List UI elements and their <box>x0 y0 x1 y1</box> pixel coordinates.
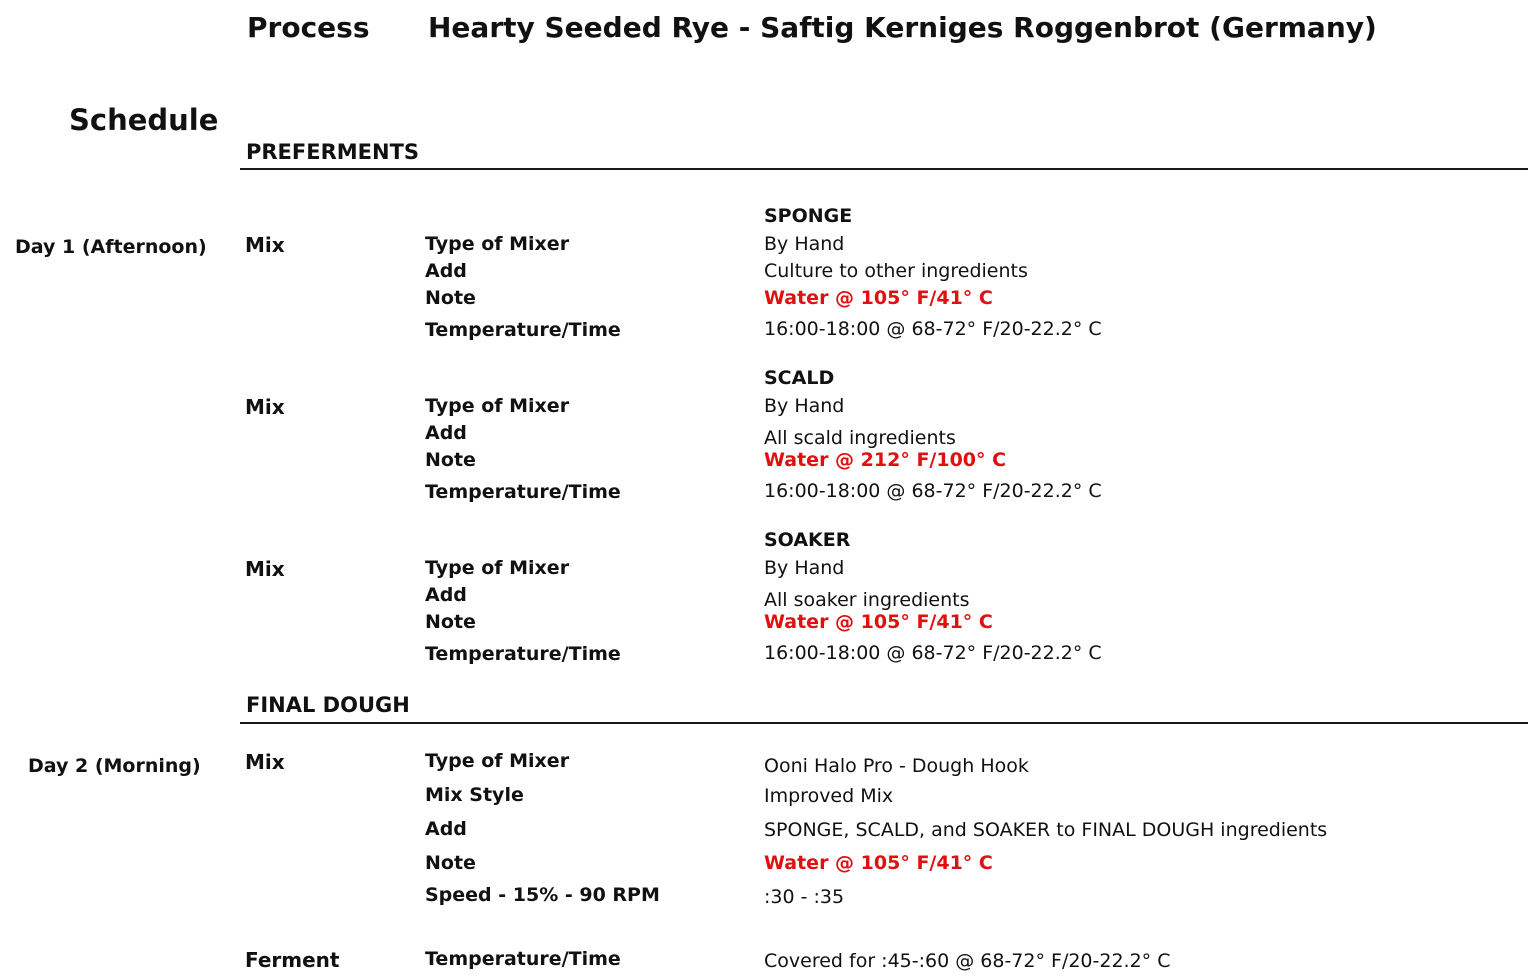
sponge-label-add: Add <box>425 260 467 282</box>
final-value-speed: :30 - :35 <box>764 886 845 908</box>
soaker-label-temp: Temperature/Time <box>425 643 621 665</box>
final-value-mixer: Ooni Halo Pro - Dough Hook <box>764 755 1029 777</box>
scald-heading: SCALD <box>764 367 835 389</box>
section-divider <box>240 722 1528 724</box>
page-title: Hearty Seeded Rye - Saftig Kerniges Roggenbrot (Germany) <box>428 11 1377 44</box>
final-value-note: Water @ 105° F/41° C <box>764 852 993 874</box>
ferment-value-temp: Covered for :45-:60 @ 68-72° F/20-22.2° C <box>764 950 1171 972</box>
final-label-note: Note <box>425 852 476 874</box>
sponge-label-temp: Temperature/Time <box>425 319 621 341</box>
final-value-mix-style: Improved Mix <box>764 785 894 807</box>
final-value-add: SPONGE, SCALD, and SOAKER to FINAL DOUGH ingredients <box>764 819 1328 841</box>
soaker-label-add: Add <box>425 584 467 606</box>
section-divider <box>240 168 1528 170</box>
final-mix-step: Mix <box>245 750 285 774</box>
day1-label: Day 1 (Afternoon) <box>15 236 207 258</box>
process-label: Process <box>247 11 370 44</box>
sponge-mix-step: Mix <box>245 233 285 257</box>
scald-value-add: All scald ingredients <box>764 427 956 449</box>
sponge-value-mixer: By Hand <box>764 233 845 255</box>
scald-value-temp: 16:00-18:00 @ 68-72° F/20-22.2° C <box>764 480 1102 502</box>
soaker-label-note: Note <box>425 611 476 633</box>
schedule-label: Schedule <box>69 103 219 137</box>
scald-label-note: Note <box>425 449 476 471</box>
sponge-value-note: Water @ 105° F/41° C <box>764 287 993 309</box>
soaker-value-add: All soaker ingredients <box>764 589 970 611</box>
sponge-value-add: Culture to other ingredients <box>764 260 1028 282</box>
sponge-label-mixer: Type of Mixer <box>425 233 570 255</box>
scald-label-mixer: Type of Mixer <box>425 395 570 417</box>
ferment-step: Ferment <box>245 948 340 972</box>
preferments-heading: PREFERMENTS <box>246 140 420 164</box>
scald-label-temp: Temperature/Time <box>425 481 621 503</box>
soaker-heading: SOAKER <box>764 529 851 551</box>
soaker-mix-step: Mix <box>245 557 285 581</box>
soaker-label-mixer: Type of Mixer <box>425 557 570 579</box>
scald-mix-step: Mix <box>245 395 285 419</box>
final-dough-heading: FINAL DOUGH <box>246 693 410 717</box>
final-label-mixer: Type of Mixer <box>425 750 570 772</box>
final-label-mix-style: Mix Style <box>425 784 524 806</box>
ferment-label-temp: Temperature/Time <box>425 948 621 970</box>
day2-label: Day 2 (Morning) <box>28 755 201 777</box>
scald-value-note: Water @ 212° F/100° C <box>764 449 1007 471</box>
soaker-value-note: Water @ 105° F/41° C <box>764 611 993 633</box>
soaker-value-temp: 16:00-18:00 @ 68-72° F/20-22.2° C <box>764 642 1102 664</box>
scald-label-add: Add <box>425 422 467 444</box>
sponge-heading: SPONGE <box>764 205 853 227</box>
sponge-label-note: Note <box>425 287 476 309</box>
sponge-value-temp: 16:00-18:00 @ 68-72° F/20-22.2° C <box>764 318 1102 340</box>
soaker-value-mixer: By Hand <box>764 557 845 579</box>
scald-value-mixer: By Hand <box>764 395 845 417</box>
final-label-add: Add <box>425 818 467 840</box>
final-label-speed: Speed - 15% - 90 RPM <box>425 884 660 906</box>
